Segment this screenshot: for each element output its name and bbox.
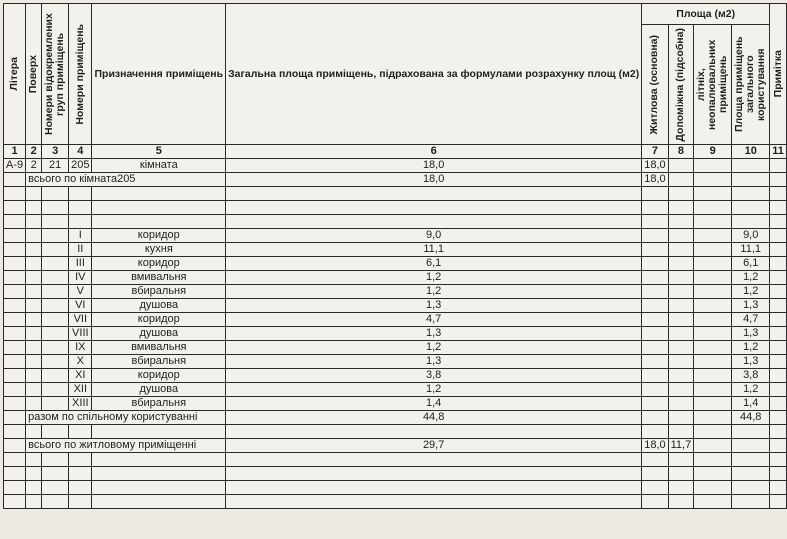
- table-row: [4, 341, 787, 355]
- common-area-cell: 1,3: [732, 299, 770, 313]
- common-area-cell: 1,2: [732, 271, 770, 285]
- purpose-cell: коридор: [92, 313, 226, 327]
- litera-cell: А-9: [4, 159, 26, 173]
- col-summer: літніх, неопалювальних приміщень: [694, 25, 732, 145]
- col-living: Житлова (основна): [642, 25, 668, 145]
- common-total-label: разом по спільному користуванні: [26, 411, 226, 425]
- living-area-cell: 18,0: [642, 173, 668, 187]
- table-row: [4, 271, 787, 285]
- total-area-cell: 6,1: [226, 257, 642, 271]
- col-rooms: Номери приміщень: [69, 4, 92, 145]
- total-area-cell: 1,2: [226, 285, 642, 299]
- table-row: [4, 229, 787, 243]
- room-number-cell: IX: [69, 341, 92, 355]
- common-area-cell: 1,2: [732, 383, 770, 397]
- col-number: 7: [642, 145, 668, 159]
- total-area-cell: 29,7: [226, 439, 642, 453]
- col-number: 4: [69, 145, 92, 159]
- purpose-cell: коридор: [92, 257, 226, 271]
- common-area-cell: 4,7: [732, 313, 770, 327]
- purpose-cell: кухня: [92, 243, 226, 257]
- total-area-cell: 1,2: [226, 271, 642, 285]
- total-area-cell: 44,8: [226, 411, 642, 425]
- purpose-cell: кімната: [92, 159, 226, 173]
- room-number-cell: XII: [69, 383, 92, 397]
- table-row: [4, 257, 787, 271]
- auxiliary-area-cell: 11,7: [668, 439, 694, 453]
- common-area-cell: 6,1: [732, 257, 770, 271]
- table-row: [4, 285, 787, 299]
- col-area-group: Площа (м2): [642, 4, 770, 25]
- col-purpose: Призначення приміщень: [92, 4, 226, 145]
- total-area-cell: 18,0: [226, 173, 642, 187]
- total-area-cell: 1,3: [226, 355, 642, 369]
- room-number-cell: II: [69, 243, 92, 257]
- room-number-cell: VIII: [69, 327, 92, 341]
- col-litera: Літера: [4, 4, 26, 145]
- room-number-cell: 205: [69, 159, 92, 173]
- table-row: [4, 313, 787, 327]
- common-area-cell: 1,3: [732, 327, 770, 341]
- col-number: 2: [26, 145, 42, 159]
- col-number: 3: [42, 145, 69, 159]
- purpose-cell: вмивальня: [92, 271, 226, 285]
- room-number-cell: III: [69, 257, 92, 271]
- purpose-cell: коридор: [92, 229, 226, 243]
- total-area-cell: 18,0: [226, 159, 642, 173]
- col-number: 6: [226, 145, 642, 159]
- col-number: 9: [694, 145, 732, 159]
- room-number-cell: V: [69, 285, 92, 299]
- common-total-row: [4, 411, 787, 425]
- table-row: [4, 369, 787, 383]
- living-area-cell: 18,0: [642, 439, 668, 453]
- room-number-cell: IV: [69, 271, 92, 285]
- room-number-cell: I: [69, 229, 92, 243]
- total-area-cell: 9,0: [226, 229, 642, 243]
- table-row: [4, 299, 787, 313]
- col-number: 1: [4, 145, 26, 159]
- header-row: [4, 4, 787, 25]
- col-number: 5: [92, 145, 226, 159]
- common-area-cell: 1,2: [732, 341, 770, 355]
- col-groups: Номери відокремлених груп приміщень: [42, 4, 69, 145]
- total-area-cell: 3,8: [226, 369, 642, 383]
- common-area-cell: 1,4: [732, 397, 770, 411]
- table-row: [4, 397, 787, 411]
- room-number-cell: XI: [69, 369, 92, 383]
- purpose-cell: коридор: [92, 369, 226, 383]
- col-number: 10: [732, 145, 770, 159]
- col-auxiliary: Допоміжна (підсобна): [668, 25, 694, 145]
- room-number-cell: VII: [69, 313, 92, 327]
- total-area-cell: 1,4: [226, 397, 642, 411]
- col-note: Примітка: [770, 4, 787, 145]
- floor-cell: 2: [26, 159, 42, 173]
- purpose-cell: душова: [92, 327, 226, 341]
- col-number: 8: [668, 145, 694, 159]
- living-area-cell: 18,0: [642, 159, 668, 173]
- group-cell: 21: [42, 159, 69, 173]
- total-area-cell: 4,7: [226, 313, 642, 327]
- room-number-cell: X: [69, 355, 92, 369]
- living-total-row: [4, 439, 787, 453]
- living-total-label: всього по житловому приміщенні: [26, 439, 226, 453]
- table-row: [4, 327, 787, 341]
- table-row: [4, 355, 787, 369]
- purpose-cell: вбиральня: [92, 355, 226, 369]
- common-area-cell: 9,0: [732, 229, 770, 243]
- purpose-cell: вбиральня: [92, 397, 226, 411]
- total-area-cell: 1,2: [226, 383, 642, 397]
- area-table: [3, 3, 787, 509]
- table-row: [4, 159, 787, 173]
- table-row: [4, 243, 787, 257]
- common-area-cell: 11,1: [732, 243, 770, 257]
- room-total-row: [4, 173, 787, 187]
- col-common: Площа приміщень загального користування: [732, 25, 770, 145]
- table-row: [4, 383, 787, 397]
- common-area-cell: 3,8: [732, 369, 770, 383]
- purpose-cell: вбиральня: [92, 285, 226, 299]
- purpose-cell: душова: [92, 383, 226, 397]
- purpose-cell: душова: [92, 299, 226, 313]
- total-area-cell: 1,3: [226, 299, 642, 313]
- common-area-cell: 44,8: [732, 411, 770, 425]
- total-area-cell: 1,3: [226, 327, 642, 341]
- room-total-label: всього по кімната205: [26, 173, 226, 187]
- total-area-cell: 1,2: [226, 341, 642, 355]
- col-total-area: Загальна площа приміщень, підрахована за формулами розрахунку площ (м2): [226, 4, 642, 145]
- purpose-cell: вмивальня: [92, 341, 226, 355]
- common-area-cell: 1,3: [732, 355, 770, 369]
- room-number-cell: XIII: [69, 397, 92, 411]
- column-number-row: [4, 145, 787, 159]
- room-number-cell: VI: [69, 299, 92, 313]
- col-number: 11: [770, 145, 787, 159]
- col-poverkh: Поверх: [26, 4, 42, 145]
- total-area-cell: 11,1: [226, 243, 642, 257]
- common-area-cell: 1,2: [732, 285, 770, 299]
